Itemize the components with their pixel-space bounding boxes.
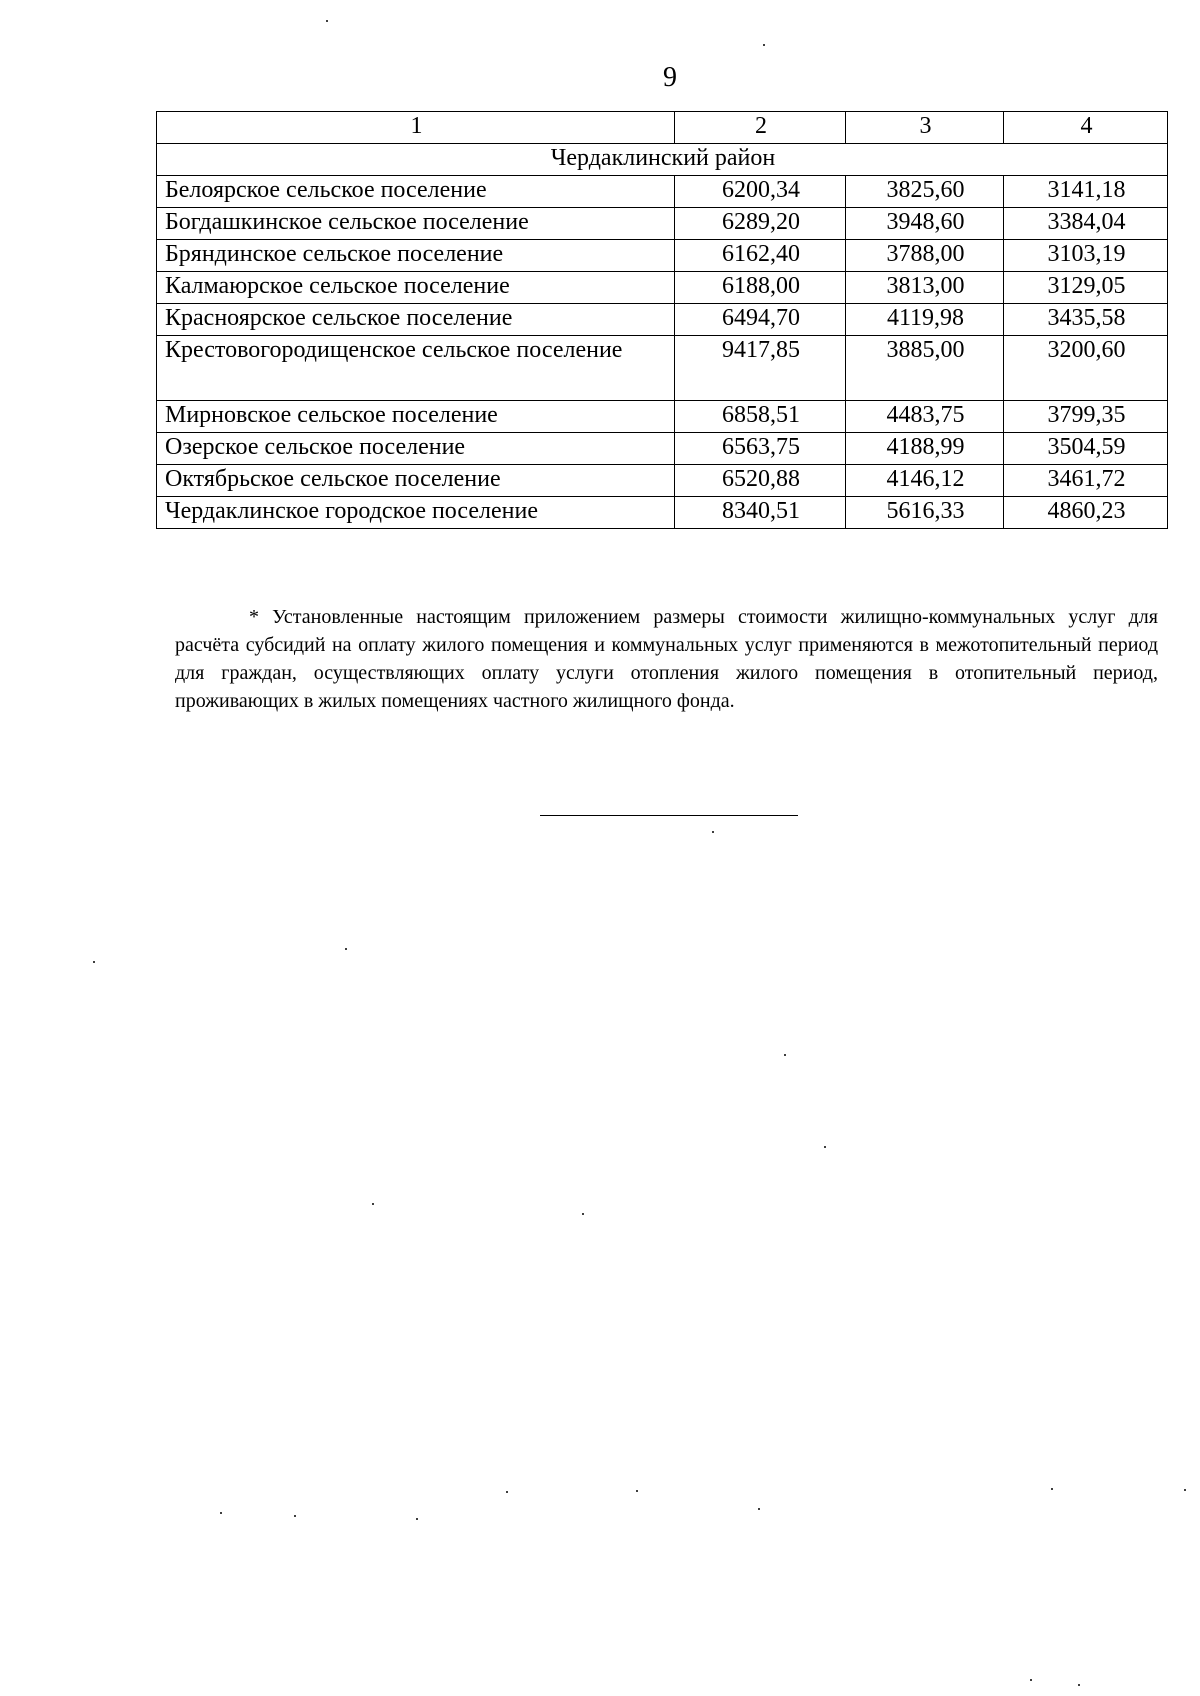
table-row [157,497,1168,529]
value-col-2: 6520,88 [675,465,846,497]
table-row [157,304,1168,336]
table-row [157,465,1168,497]
scan-speck [712,831,714,833]
value-col-3: 3948,60 [846,208,1004,240]
value-col-3: 3788,00 [846,240,1004,272]
value-col-3: 4146,12 [846,465,1004,497]
settlement-name: Красноярское сельское поселение [157,304,675,336]
settlement-name: Бряндинское сельское поселение [157,240,675,272]
scan-speck [416,1518,418,1520]
table-row [157,272,1168,304]
scan-speck [1051,1488,1053,1490]
value-col-2: 6858,51 [675,401,846,433]
value-col-4: 3200,60 [1004,336,1168,401]
column-header-4: 4 [1004,112,1168,144]
section-row [157,144,1168,176]
value-col-4: 3141,18 [1004,176,1168,208]
closing-divider [540,815,798,816]
scan-speck [220,1512,222,1514]
value-col-2: 6200,34 [675,176,846,208]
settlement-name: Богдашкинское сельское поселение [157,208,675,240]
scan-speck [93,961,95,963]
settlement-name: Октябрьское сельское поселение [157,465,675,497]
footnote: * Установленные настоящим приложением размеры стоимости жилищно-коммунальных услуг для расчёта субсидий на оплату жилого помещения и коммунальных услуг применяются в межотопительный период для граждан, осуществляющих оплату услуги отопления жилого помещения в отопительный период, проживающих в жилых помещениях частного жилищного фонда. [175,606,1158,712]
scan-speck [1078,1684,1080,1686]
scan-speck [763,44,765,46]
scan-speck [784,1054,786,1056]
tariff-table [156,111,1168,529]
value-col-2: 6494,70 [675,304,846,336]
scan-speck [1030,1679,1032,1681]
scan-speck [506,1491,508,1493]
value-col-2: 8340,51 [675,497,846,529]
column-header-2: 2 [675,112,846,144]
table-row [157,433,1168,465]
value-col-2: 6188,00 [675,272,846,304]
value-col-2: 6563,75 [675,433,846,465]
value-col-4: 3384,04 [1004,208,1168,240]
value-col-4: 3799,35 [1004,401,1168,433]
scan-speck [326,20,328,22]
table-row [157,401,1168,433]
value-col-3: 4119,98 [846,304,1004,336]
settlement-name: Белоярское сельское поселение [157,176,675,208]
table-row [157,336,1168,401]
value-col-4: 3504,59 [1004,433,1168,465]
value-col-4: 3129,05 [1004,272,1168,304]
scan-speck [582,1213,584,1215]
settlement-name: Крестовогородищенское сельское поселение [157,336,675,401]
scan-speck [758,1508,760,1510]
table-row [157,176,1168,208]
table-row [157,240,1168,272]
scan-speck [636,1490,638,1492]
value-col-3: 3813,00 [846,272,1004,304]
value-col-3: 4188,99 [846,433,1004,465]
scan-speck [824,1146,826,1148]
value-col-4: 3461,72 [1004,465,1168,497]
value-col-3: 3885,00 [846,336,1004,401]
value-col-4: 4860,23 [1004,497,1168,529]
value-col-2: 6162,40 [675,240,846,272]
value-col-2: 6289,20 [675,208,846,240]
value-col-2: 9417,85 [675,336,846,401]
value-col-3: 3825,60 [846,176,1004,208]
page-number: 9 [663,62,677,93]
settlement-name: Мирновское сельское поселение [157,401,675,433]
value-col-3: 5616,33 [846,497,1004,529]
value-col-4: 3103,19 [1004,240,1168,272]
settlement-name: Калмаюрское сельское поселение [157,272,675,304]
settlement-name: Озерское сельское поселение [157,433,675,465]
section-title: Чердаклинский район [157,144,1168,176]
column-header-3: 3 [846,112,1004,144]
column-header-1: 1 [157,112,675,144]
scan-speck [345,948,347,950]
table-header-row [157,112,1168,144]
value-col-4: 3435,58 [1004,304,1168,336]
table-row [157,208,1168,240]
scan-speck [372,1203,374,1205]
settlement-name: Чердаклинское городское поселение [157,497,675,529]
value-col-3: 4483,75 [846,401,1004,433]
scan-speck [294,1515,296,1517]
scan-speck [1184,1489,1186,1491]
